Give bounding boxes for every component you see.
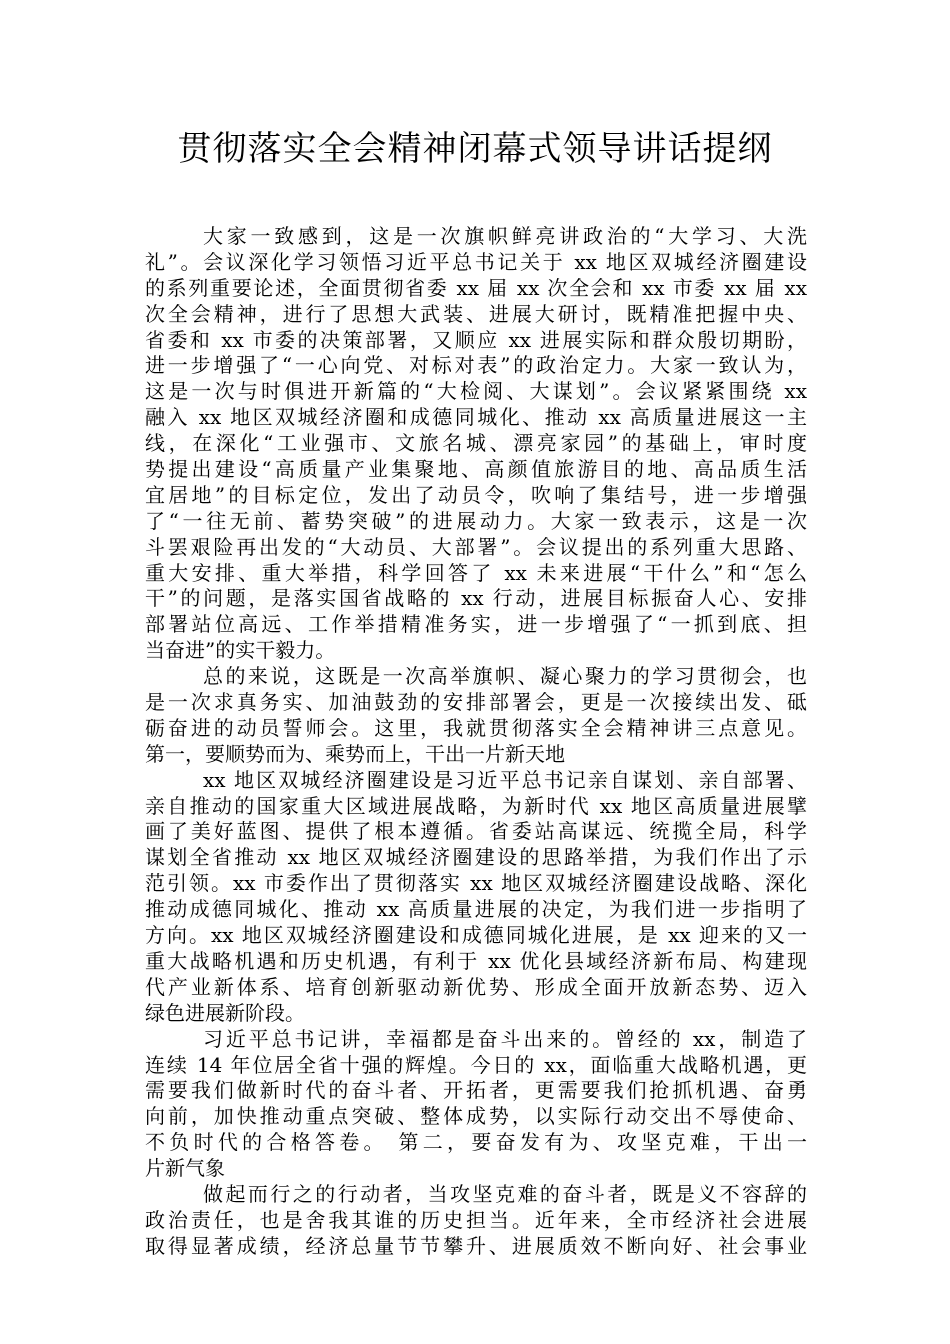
body-text-line: 干”的问题，是落实国省战略的 xx 行动，进展目标振奋人心、安排 xyxy=(145,586,807,611)
body-text-line: 方向。xx 地区双城经济圈建设和成德同城化进展，是 xx 迎来的又一 xyxy=(145,923,807,948)
body-text-line: 部署站位高远、工作举措精准务实，进一步增强了“一抓到底、担 xyxy=(145,612,807,637)
body-text-line: 次全会精神，进行了思想大武装、进展大研讨，既精准把握中央、 xyxy=(145,301,807,326)
body-text-line: 重大安排、重大举措，科学回答了 xx 未来进展“干什么”和“怎么 xyxy=(145,560,807,585)
body-text-line: 斗罢艰险再出发的“大动员、大部署”。会议提出的系列重大思路、 xyxy=(145,534,807,559)
body-text-line: 向前，加快推动重点突破、整体成势，以实际行动交出不辱使命、 xyxy=(145,1104,807,1129)
body-text-line: 是一次求真务实、加油鼓劲的安排部署会，更是一次接续出发、砥 xyxy=(145,690,807,715)
body-text-line: 习近平总书记讲，幸福都是奋斗出来的。曾经的 xx，制造了 xyxy=(203,1026,807,1051)
body-text-line: 势提出建设“高质量产业集聚地、高颜值旅游目的地、高品质生活 xyxy=(145,457,807,482)
body-text-line: 谋划全省推动 xx 地区双城经济圈建设的思路举措，为我们作出了示 xyxy=(145,845,807,870)
body-text-line: 礼”。会议深化学习领悟习近平总书记关于 xx 地区双城经济圈建设 xyxy=(145,249,807,274)
body-text-line: 重大战略机遇和历史机遇，有利于 xx 优化县域经济新布局、构建现 xyxy=(145,948,807,973)
body-text-line: 融入 xx 地区双城经济圈和成德同城化、推动 xx 高质量进展这一主 xyxy=(145,405,807,430)
body-text-line: 政治责任，也是舍我其谁的历史担当。近年来，全市经济社会进展 xyxy=(145,1207,807,1232)
document-title: 贯彻落实全会精神闭幕式领导讲话提纲 xyxy=(177,129,773,169)
body-text-line: 大家一致感到，这是一次旗帜鲜亮讲政治的“大学习、大洗 xyxy=(203,224,807,248)
body-text-line: 第一，要顺势而为、乘势而上，干出一片新天地 xyxy=(145,741,565,766)
body-text-line: 需要我们做新时代的奋斗者、开拓者，更需要我们抢抓机遇、奋勇 xyxy=(145,1078,807,1103)
body-text-line: 了“一往无前、蓄势突破”的进展动力。大家一致表示，这是一次 xyxy=(145,508,807,533)
body-text-line: 画了美好蓝图、提供了根本遵循。省委站高谋远、统揽全局，科学 xyxy=(145,819,807,844)
body-text-line: 宜居地”的目标定位，发出了动员令，吹响了集结号，进一步增强 xyxy=(145,482,807,507)
body-text-line: xx 地区双城经济圈建设是习近平总书记亲自谋划、亲自部署、 xyxy=(203,767,807,792)
body-text-line: 取得显著成绩，经济总量节节攀升、进展质效不断向好、社会事业 xyxy=(145,1233,807,1258)
body-text-line: 线，在深化“工业强市、文旅名城、漂亮家园”的基础上，审时度 xyxy=(145,431,807,456)
body-text-line: 绿色进展新阶段。 xyxy=(145,1000,305,1025)
body-text-line: 代产业新体系、培育创新驱动新优势、形成全面开放新态势、迈入 xyxy=(145,974,807,999)
body-text-line: 总的来说，这既是一次高举旗帜、凝心聚力的学习贯彻会，也 xyxy=(203,664,807,689)
body-text-line: 这是一次与时俱进开新篇的“大检阅、大谋划”。会议紧紧围绕 xx xyxy=(145,379,807,404)
body-text-line: 不负时代的合格答卷。 第二，要奋发有为、攻坚克难，干出一 xyxy=(145,1130,807,1155)
body-text-line: 砺奋进的动员誓师会。这里，我就贯彻落实全会精神讲三点意见。 xyxy=(145,715,807,740)
body-text-line: 的系列重要论述，全面贯彻省委 xx 届 xx 次全会和 xx 市委 xx 届 xx xyxy=(145,275,807,300)
document-body xyxy=(145,224,807,1260)
body-text-line: 亲自推动的国家重大区域进展战略，为新时代 xx 地区高质量进展擘 xyxy=(145,793,807,818)
body-text-line: 片新气象 xyxy=(145,1156,225,1181)
body-text-line: 范引领。xx 市委作出了贯彻落实 xx 地区双城经济圈建设战略、深化 xyxy=(145,871,807,896)
body-text-line: 省委和 xx 市委的决策部署，又顺应 xx 进展实际和群众殷切期盼， xyxy=(145,327,807,352)
body-text-line: 做起而行之的行动者，当攻坚克难的奋斗者，既是义不容辞的 xyxy=(203,1181,807,1206)
body-text-line: 当奋进”的实干毅力。 xyxy=(145,638,336,663)
body-text-line: 进一步增强了“一心向党、对标对表”的政治定力。大家一致认为， xyxy=(145,353,807,378)
body-text-line: 推动成德同城化、推动 xx 高质量进展的决定，为我们进一步指明了 xyxy=(145,897,807,922)
body-text-line: 连续 14 年位居全省十强的辉煌。今日的 xx，面临重大战略机遇，更 xyxy=(145,1052,807,1077)
